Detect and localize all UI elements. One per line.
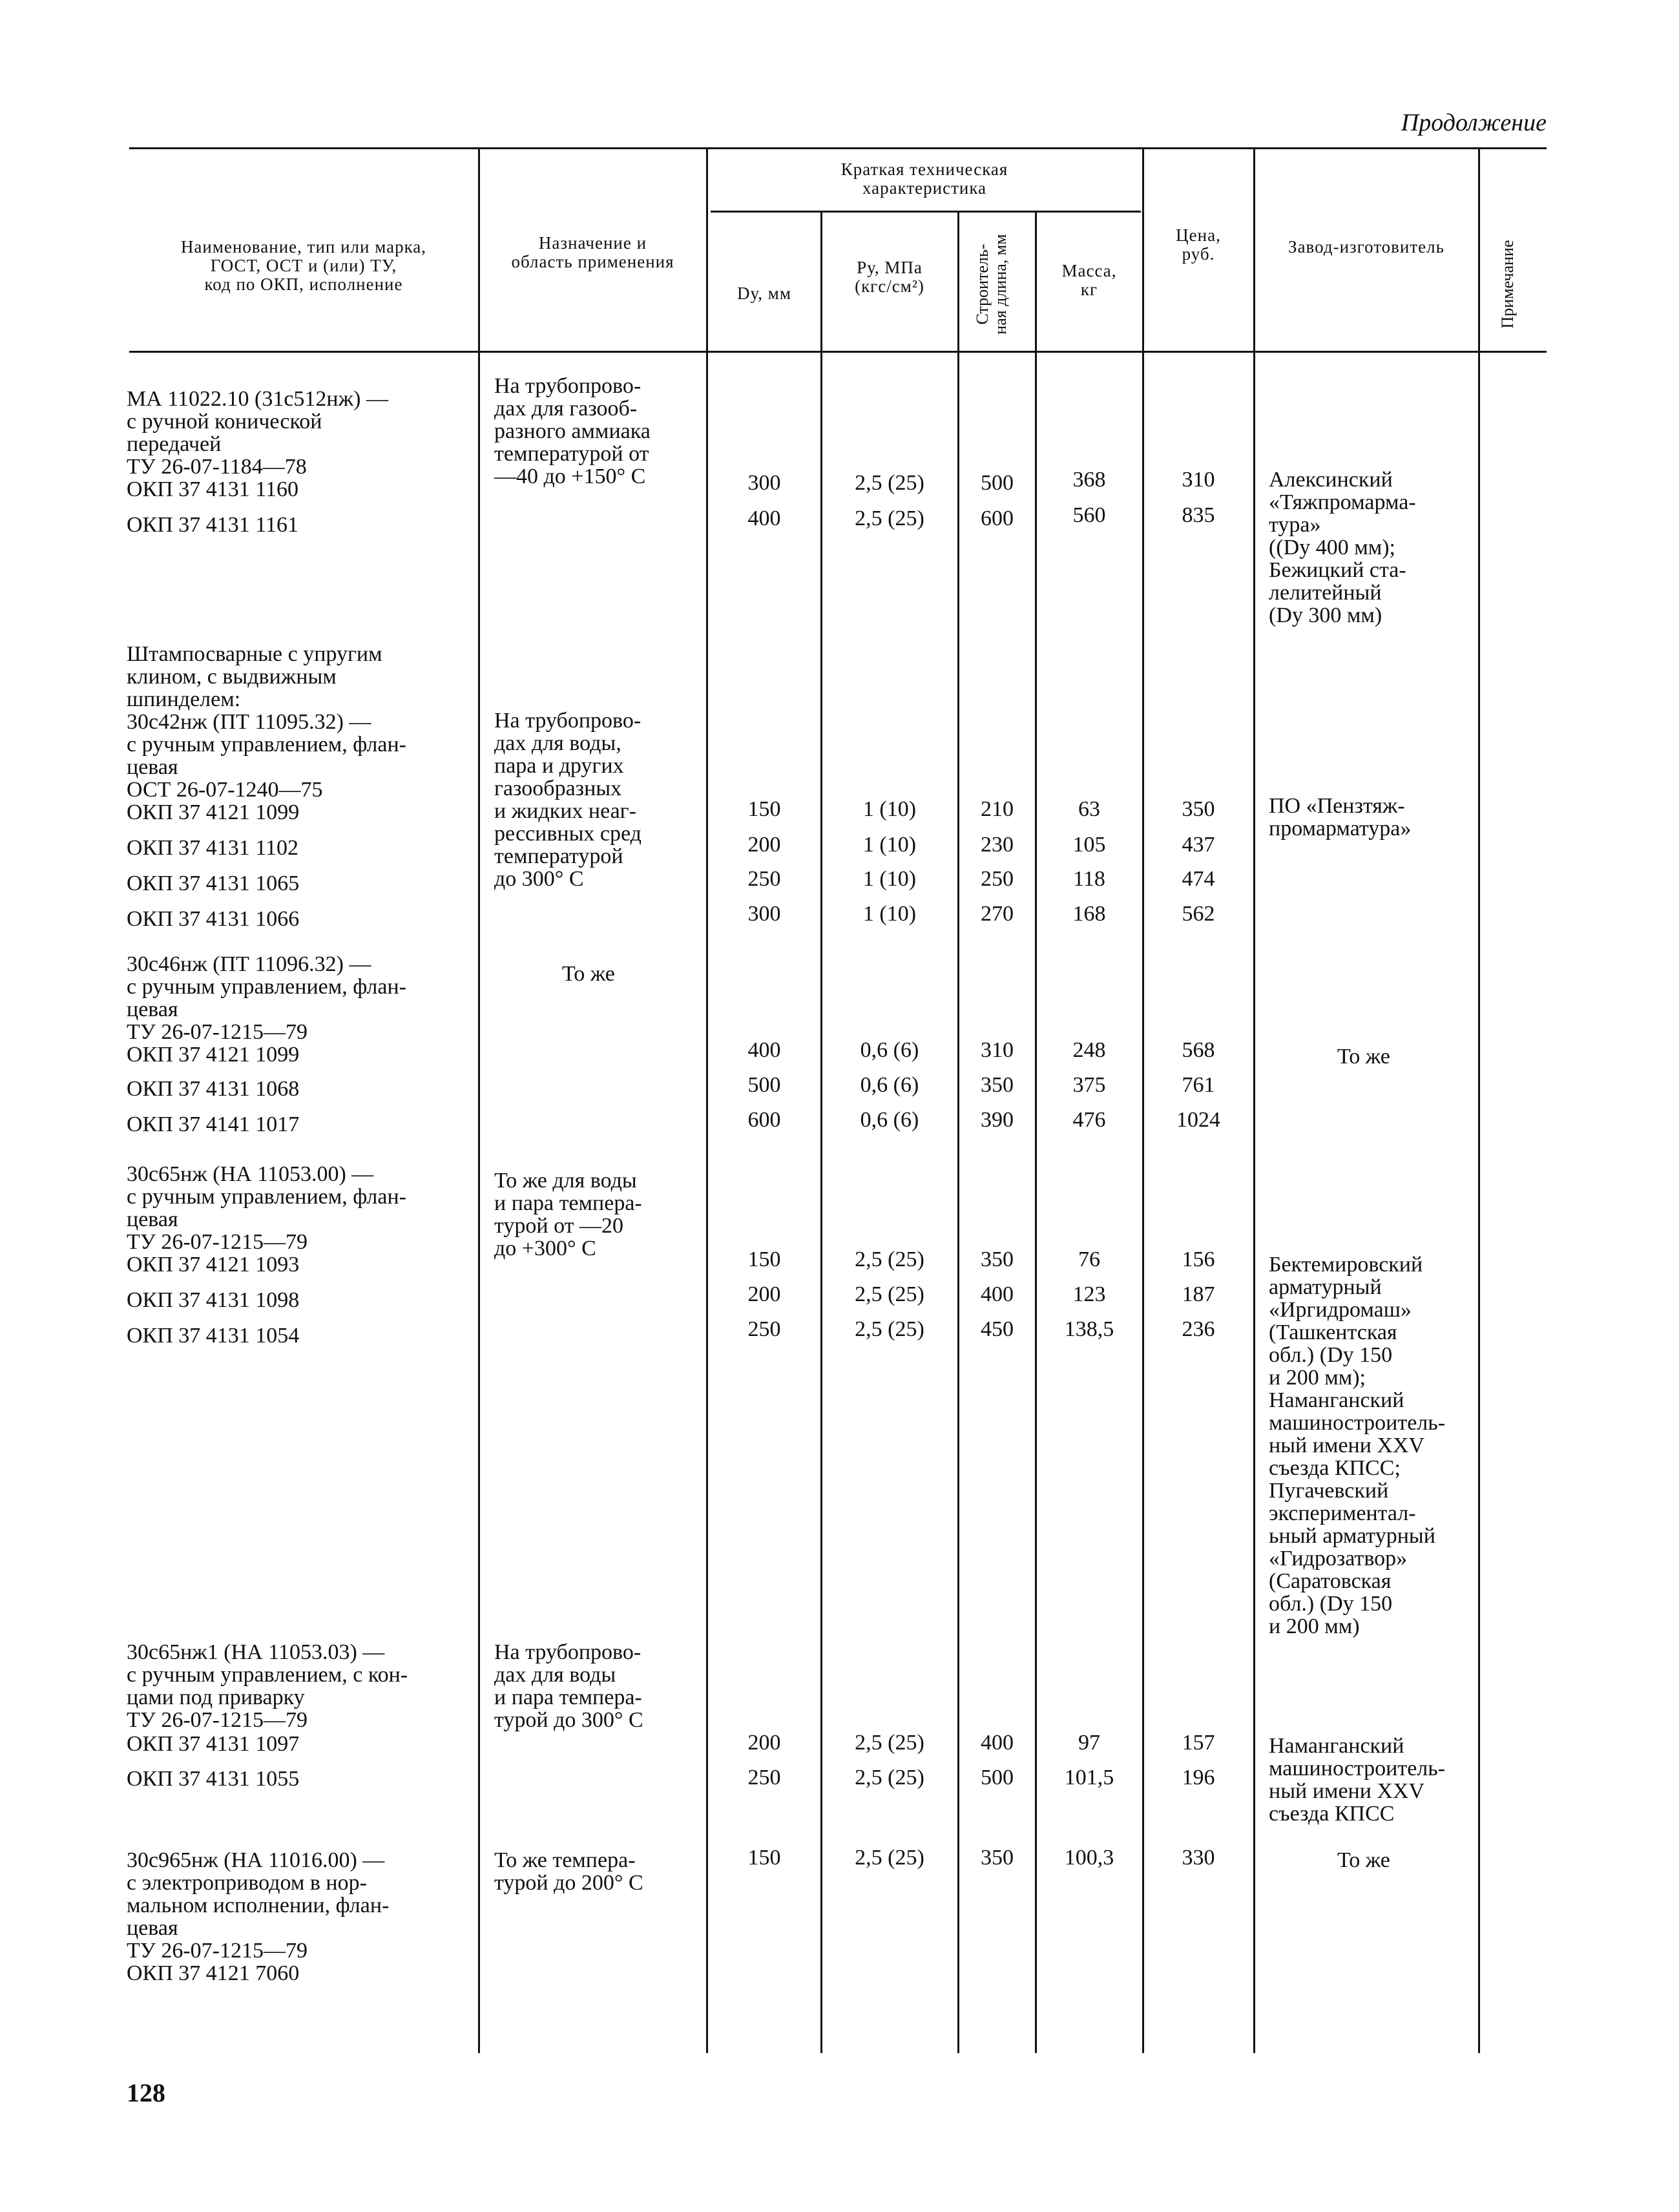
- cell-py: 0,6 (6): [860, 1038, 919, 1062]
- cell-price: 568: [1182, 1038, 1215, 1062]
- group-intro: Штампосварные с упругим клином, с выдвижным шпинделем:: [127, 642, 382, 711]
- col-rule-5: [1035, 211, 1037, 2053]
- cell-length: 600: [981, 506, 1014, 530]
- item-okp: ОКП 37 4131 1160: [127, 477, 299, 501]
- cell-mass: 375: [1072, 1073, 1106, 1097]
- cell-price: 474: [1182, 867, 1215, 891]
- item-maker: Бектемировский арматурный «Иргидромаш» (Ташкентская обл.) (Dу 150 и 200 мм); Наманганский машиностроитель- ный имени XXV съезда КПСС; Пугачевский экспериментал- ьный арматурный «Гидрозатвор» (Саратовская обл.) (Dу 150 и 200 мм): [1269, 1253, 1446, 1638]
- continuation-label: Продолжение: [1401, 109, 1547, 136]
- item-okp: ОКП 37 4141 1017: [127, 1112, 300, 1136]
- cell-dy: 250: [747, 1766, 781, 1789]
- item-purpose: То же для воды и пара темпера- турой от —20 до +300° С: [494, 1169, 642, 1260]
- item-okp: ОКП 37 4131 1054: [127, 1324, 300, 1348]
- header-py: Pу, МПа (кгс/см²): [855, 258, 924, 296]
- item-okp: ОКП 37 4131 1066: [127, 907, 300, 931]
- cell-dy: 150: [747, 1846, 781, 1870]
- header-name: Наименование, тип или марка, ГОСТ, ОСТ и (или) ТУ, код по ОКП, исполнение: [180, 237, 427, 294]
- cell-price: 835: [1182, 503, 1215, 527]
- cell-length: 250: [981, 867, 1014, 891]
- cell-dy: 300: [747, 471, 781, 495]
- cell-price: 156: [1182, 1247, 1215, 1271]
- item-okp: ОКП 37 4121 1099: [127, 800, 300, 824]
- cell-length: 270: [981, 902, 1014, 926]
- cell-mass: 105: [1072, 833, 1106, 857]
- cell-mass: 63: [1078, 797, 1100, 821]
- cell-py: 2,5 (25): [855, 1317, 924, 1341]
- cell-dy: 150: [747, 1247, 781, 1271]
- cell-py: 2,5 (25): [855, 1846, 924, 1870]
- item-name: 30с65нж (НА 11053.00) — с ручным управлением, флан- цевая ТУ 26-07-1215—79: [127, 1162, 407, 1254]
- col-rule-8: [1478, 147, 1480, 2053]
- item-purpose: То же: [562, 962, 615, 986]
- item-name: МА 11022.10 (31с512нж) — с ручной конической передачей ТУ 26-07-1184—78: [127, 387, 388, 479]
- cell-price: 310: [1182, 468, 1215, 492]
- item-okp: ОКП 37 4131 1055: [127, 1767, 300, 1791]
- cell-price: 761: [1182, 1073, 1215, 1097]
- cell-py: 2,5 (25): [855, 471, 924, 495]
- cell-length: 210: [981, 797, 1014, 821]
- item-okp: ОКП 37 4121 1099: [127, 1043, 300, 1067]
- cell-dy: 300: [747, 902, 781, 926]
- item-okp: ОКП 37 4131 1102: [127, 836, 299, 860]
- cell-dy: 250: [747, 867, 781, 891]
- header-purpose: Назначение и область применения: [511, 233, 674, 271]
- item-name: 30с965нж (НА 11016.00) — с электроприводом в нор- мальном исполнении, флан- цевая ТУ 26-07-1215—79 ОКП 37 4121 7060: [127, 1848, 390, 1985]
- tech-group-rule: [711, 211, 1141, 213]
- cell-dy: 200: [747, 1731, 781, 1755]
- item-okp: ОКП 37 4131 1098: [127, 1288, 300, 1312]
- cell-length: 350: [981, 1247, 1014, 1271]
- header-maker: Завод-изготовитель: [1288, 237, 1444, 256]
- cell-length: 400: [981, 1731, 1014, 1755]
- cell-mass: 97: [1078, 1731, 1100, 1755]
- item-okp: ОКП 37 4131 1065: [127, 871, 300, 895]
- cell-length: 350: [981, 1073, 1014, 1097]
- cell-dy: 150: [747, 797, 781, 821]
- cell-py: 2,5 (25): [855, 1766, 924, 1789]
- cell-py: 2,5 (25): [855, 1247, 924, 1271]
- cell-mass: 368: [1072, 468, 1106, 492]
- item-okp: ОКП 37 4131 1161: [127, 513, 299, 537]
- cell-price: 330: [1182, 1846, 1215, 1870]
- cell-py: 2,5 (25): [855, 1731, 924, 1755]
- cell-dy: 200: [747, 833, 781, 857]
- cell-py: 2,5 (25): [855, 1282, 924, 1306]
- cell-mass: 101,5: [1064, 1766, 1114, 1789]
- item-maker: Алексинский «Тяжпромарма- тура» ((Dу 400 мм); Бежицкий ста- лелитейный (Dу 300 мм): [1269, 468, 1416, 627]
- cell-mass: 123: [1072, 1282, 1106, 1306]
- table-top-rule: [129, 147, 1547, 149]
- item-purpose: На трубопрово- дах для воды, пара и других газообразных и жидких неаг- рессивных сред температурой до 300° С: [494, 709, 641, 891]
- cell-py: 1 (10): [862, 867, 917, 891]
- cell-py: 0,6 (6): [860, 1108, 919, 1132]
- cell-length: 230: [981, 833, 1014, 857]
- header-dy: Dу, мм: [737, 284, 791, 303]
- cell-dy: 250: [747, 1317, 781, 1341]
- cell-py: 1 (10): [862, 902, 917, 926]
- cell-mass: 168: [1072, 902, 1106, 926]
- item-maker: То же: [1337, 1045, 1390, 1069]
- col-rule-7: [1253, 147, 1255, 2053]
- header-mass: Масса, кг: [1061, 261, 1117, 299]
- item-purpose: На трубопрово- дах для газооб- разного аммиака температурой от —40 до +150° С: [494, 374, 651, 488]
- cell-mass: 118: [1073, 867, 1105, 891]
- cell-length: 350: [981, 1846, 1014, 1870]
- item-maker: То же: [1337, 1848, 1390, 1872]
- cell-length: 310: [981, 1038, 1014, 1062]
- cell-length: 450: [981, 1317, 1014, 1341]
- cell-price: 196: [1182, 1766, 1215, 1789]
- cell-price: 157: [1182, 1731, 1215, 1755]
- header-note: Примечание: [1498, 240, 1517, 329]
- cell-length: 400: [981, 1282, 1014, 1306]
- header-price: Цена, руб.: [1176, 225, 1221, 264]
- cell-length: 500: [981, 1766, 1014, 1789]
- cell-price: 350: [1182, 797, 1215, 821]
- item-purpose: То же темпера- турой до 200° С: [494, 1848, 643, 1895]
- cell-price: 437: [1182, 833, 1215, 857]
- header-tech-group: Краткая техническая характеристика: [840, 160, 1008, 198]
- cell-price: 187: [1182, 1282, 1215, 1306]
- col-rule-2: [706, 147, 708, 2053]
- cell-dy: 400: [747, 1038, 781, 1062]
- cell-dy: 500: [747, 1073, 781, 1097]
- col-rule-4: [957, 211, 959, 2053]
- cell-dy: 200: [747, 1282, 781, 1306]
- col-rule-3: [820, 211, 822, 2053]
- item-name: 30с65нж1 (НА 11053.03) — с ручным управлением, с кон- цами под приварку ТУ 26-07-1215—79: [127, 1640, 408, 1732]
- cell-dy: 600: [747, 1108, 781, 1132]
- header-length: Строитель- ная длина, мм: [973, 234, 1010, 335]
- cell-mass: 560: [1072, 503, 1106, 527]
- cell-mass: 76: [1078, 1247, 1100, 1271]
- cell-mass: 138,5: [1064, 1317, 1114, 1341]
- cell-py: 1 (10): [862, 797, 917, 821]
- item-okp: ОКП 37 4121 1093: [127, 1253, 300, 1277]
- cell-price: 1024: [1176, 1108, 1220, 1132]
- header-bottom-rule: [129, 351, 1547, 353]
- item-maker: ПО «Пензтяж- промарматура»: [1269, 794, 1412, 840]
- cell-length: 500: [981, 471, 1014, 495]
- item-purpose: На трубопрово- дах для воды и пара темпера- турой до 300° С: [494, 1640, 643, 1732]
- item-name: 30с46нж (ПТ 11096.32) — с ручным управлением, флан- цевая ТУ 26-07-1215—79: [127, 952, 407, 1044]
- cell-mass: 248: [1072, 1038, 1106, 1062]
- item-okp: ОКП 37 4131 1097: [127, 1732, 300, 1756]
- page-number: 128: [127, 2078, 165, 2107]
- item-maker: Наманганский машиностроитель- ный имени XXV съезда КПСС: [1269, 1734, 1446, 1826]
- cell-mass: 100,3: [1064, 1846, 1114, 1870]
- cell-length: 390: [981, 1108, 1014, 1132]
- cell-mass: 476: [1072, 1108, 1106, 1132]
- cell-py: 2,5 (25): [855, 506, 924, 530]
- col-rule-6: [1142, 147, 1144, 2053]
- cell-py: 1 (10): [862, 833, 917, 857]
- cell-price: 562: [1182, 902, 1215, 926]
- cell-price: 236: [1182, 1317, 1215, 1341]
- item-okp: ОКП 37 4131 1068: [127, 1077, 300, 1101]
- cell-dy: 400: [747, 506, 781, 530]
- cell-py: 0,6 (6): [860, 1073, 919, 1097]
- col-rule-1: [478, 147, 480, 2053]
- item-name: 30с42нж (ПТ 11095.32) — с ручным управлением, флан- цевая ОСТ 26-07-1240—75: [127, 710, 407, 802]
